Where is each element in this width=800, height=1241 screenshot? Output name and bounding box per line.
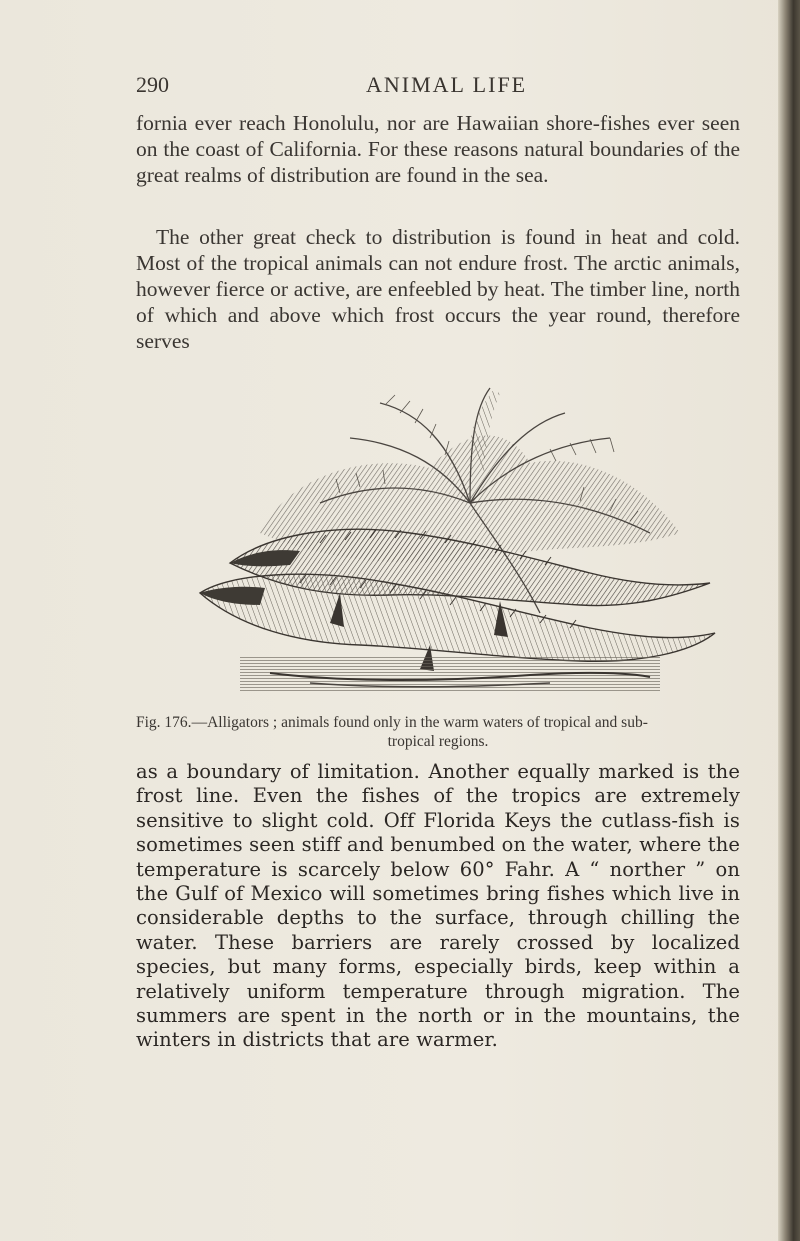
page-edge-shadow [778, 0, 800, 1241]
caption-text-continued: tropical regions. [387, 733, 489, 750]
running-head: ANIMAL LIFE [366, 72, 528, 97]
figure-caption [136, 713, 740, 751]
paragraph-continued: fornia ever reach Honolulu, nor are Hawaiian shore-fishes ever seen on the coast of California. For these reasons natural boundaries of the great realms of distribution are found in the sea. [136, 111, 740, 187]
alligators-illustration [170, 383, 730, 703]
paragraph-frost-line: as a boundary of limitation. Another equally marked is the frost line. Even the fishes of the tropics are extremely sensitive to slight cold. Off Florida Keys the cutlass-fish is sometimes seen stiff and benumbed on the water, where the temperature is scarcely below 60° Fahr. A “ norther ” on the Gulf of Mexico will sometimes bring fishes which live in considerable depths to the surface, through chilling the water. These barriers are rarely crossed by localized species, but many forms, especially birds, keep within a relatively uniform temperature through migration. The summers are spent in the north or in the mountains, the winters in districts that are warmer. [136, 760, 740, 1052]
alligators-engraving [170, 383, 730, 703]
caption-label: Fig. 176. [136, 714, 192, 731]
page-header [136, 72, 736, 102]
caption-text: —Alligators ; animals found only in the warm waters of tropical and sub- [191, 714, 648, 731]
page-number: 290 [136, 72, 169, 97]
paragraph-heat-cold: The other great check to distribution is found in heat and cold. Most of the tropical animals can not endure frost. The arctic animals, however fierce or active, are enfeebled by heat. The timber line, north of which and above which frost occurs the year round, therefore serves [136, 225, 740, 353]
